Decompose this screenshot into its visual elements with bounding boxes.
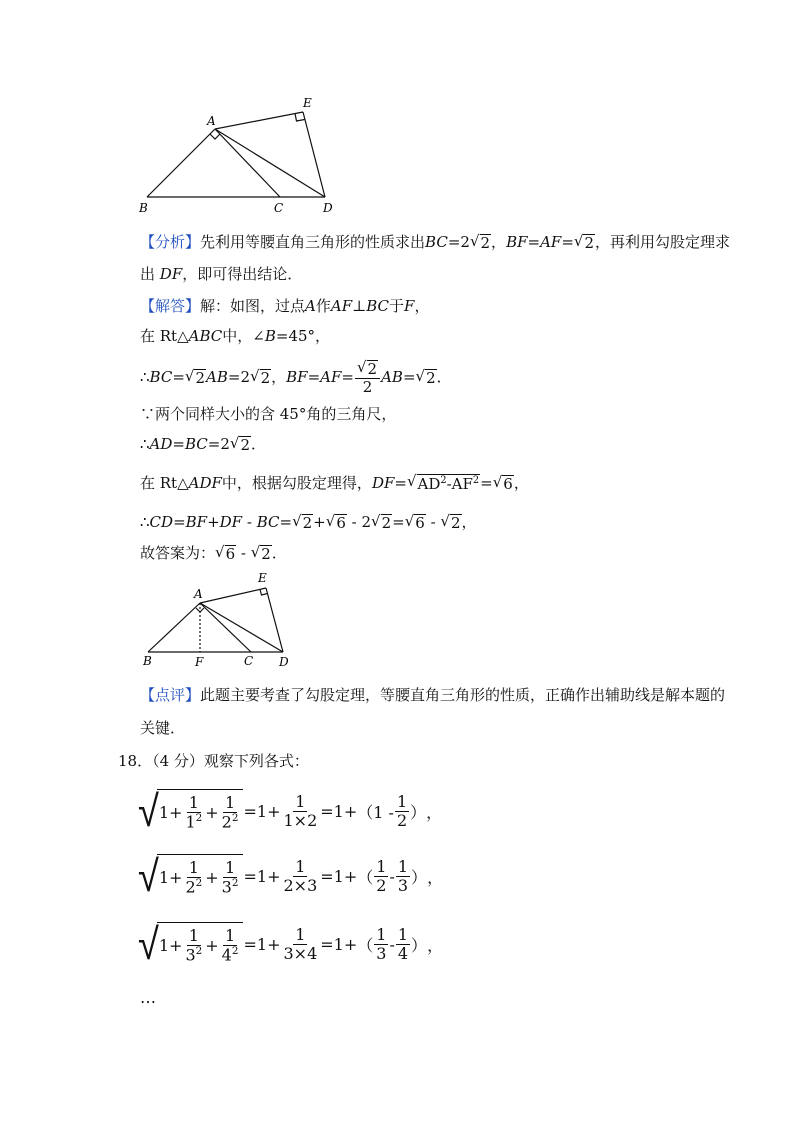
solution-line-8: 故答案为： √ 6 - √ 2 ． [140, 542, 287, 563]
triangle-figure-2 [138, 568, 298, 673]
solution-line-5: ∴AD=BC=2 √ 2 ． [140, 433, 267, 454]
solution-line-2: 在 Rt△ABC中，∠B=45°， [140, 327, 331, 345]
sqrt: √ 2 [573, 231, 595, 252]
question-18-heading: 18．（4 分）观察下列各式： [118, 752, 309, 770]
formula-2: √ 1 + $\frac{1}{2^2}$ + $\frac{1}{3^2}$ =1+ $\frac{1}{2\times 3}$ =1+ （ $\frac{1}{2}$ - $\frac{1}{3}$ ） ， [138, 850, 444, 902]
solution-line-4: ∵两个同样大小的含 45°角的三角尺， [140, 405, 397, 423]
analysis-tag: 【分析】 [140, 233, 201, 251]
analysis-line-1: 【分析】先利用等腰直角三角形的性质求出BC=2 √ 2 ，BF=AF= √ 2 ，再利用勾股定理求 [140, 231, 731, 252]
ellipsis: … [140, 988, 156, 1007]
solution-line-3: ∴BC= √ 2 AB=2 √ 2 ，BF=AF= √ 2 2 AB= √ 2 ． [140, 358, 452, 397]
label-A: A [207, 114, 216, 128]
comment-line-2: 关键． [140, 719, 186, 737]
comment-line-1: 【点评】此题主要考查了勾股定理，等腰直角三角形的性质，正确作出辅助线是解本题的 [140, 686, 726, 704]
label-F: F [195, 655, 204, 669]
label-E: E [303, 96, 312, 110]
label-C: C [274, 201, 284, 215]
sqrt: √ 2 [469, 231, 491, 252]
label-D: D [323, 201, 333, 215]
label-D: D [279, 655, 289, 669]
comment-tag: 【点评】 [140, 686, 201, 704]
solution-tag: 【解答】 [140, 297, 201, 315]
formula-3: √ 1 + $\frac{1}{3^2}$ + $\frac{1}{4^2}$ =1+ $\frac{1}{3\times 4}$ =1+ （ $\frac{1}{3}$ - $\frac{1}{4}$ ） ， [138, 918, 444, 970]
label-A: A [194, 587, 203, 601]
triangle-figure-1 [135, 92, 350, 217]
analysis-line-2: 出 DF，即可得出结论． [140, 265, 303, 283]
label-B: B [139, 201, 148, 215]
formula-1: √ 1 + $\frac{1}{1^2}$ + $\frac{1}{2^2}$ =1+ $\frac{1}{1\times 2}$ =1+ （1 - $\frac{1}{2}$ ） ， [138, 785, 443, 837]
label-C: C [244, 654, 254, 668]
label-E: E [258, 571, 267, 585]
solution-line-1: 【解答】解：如图，过点A作AF⊥BC于F， [140, 297, 430, 315]
solution-line-7: ∴CD=BF+DF - BC= √ 2 + √ 6 - 2 √ 2 = √ 6 - √ 2 ， [140, 511, 477, 532]
solution-line-6: 在 Rt△ADF中，根据勾股定理得，DF= √ $AD^2-AF^2$ = √ 6 ， [140, 472, 529, 494]
label-B: B [143, 654, 152, 668]
